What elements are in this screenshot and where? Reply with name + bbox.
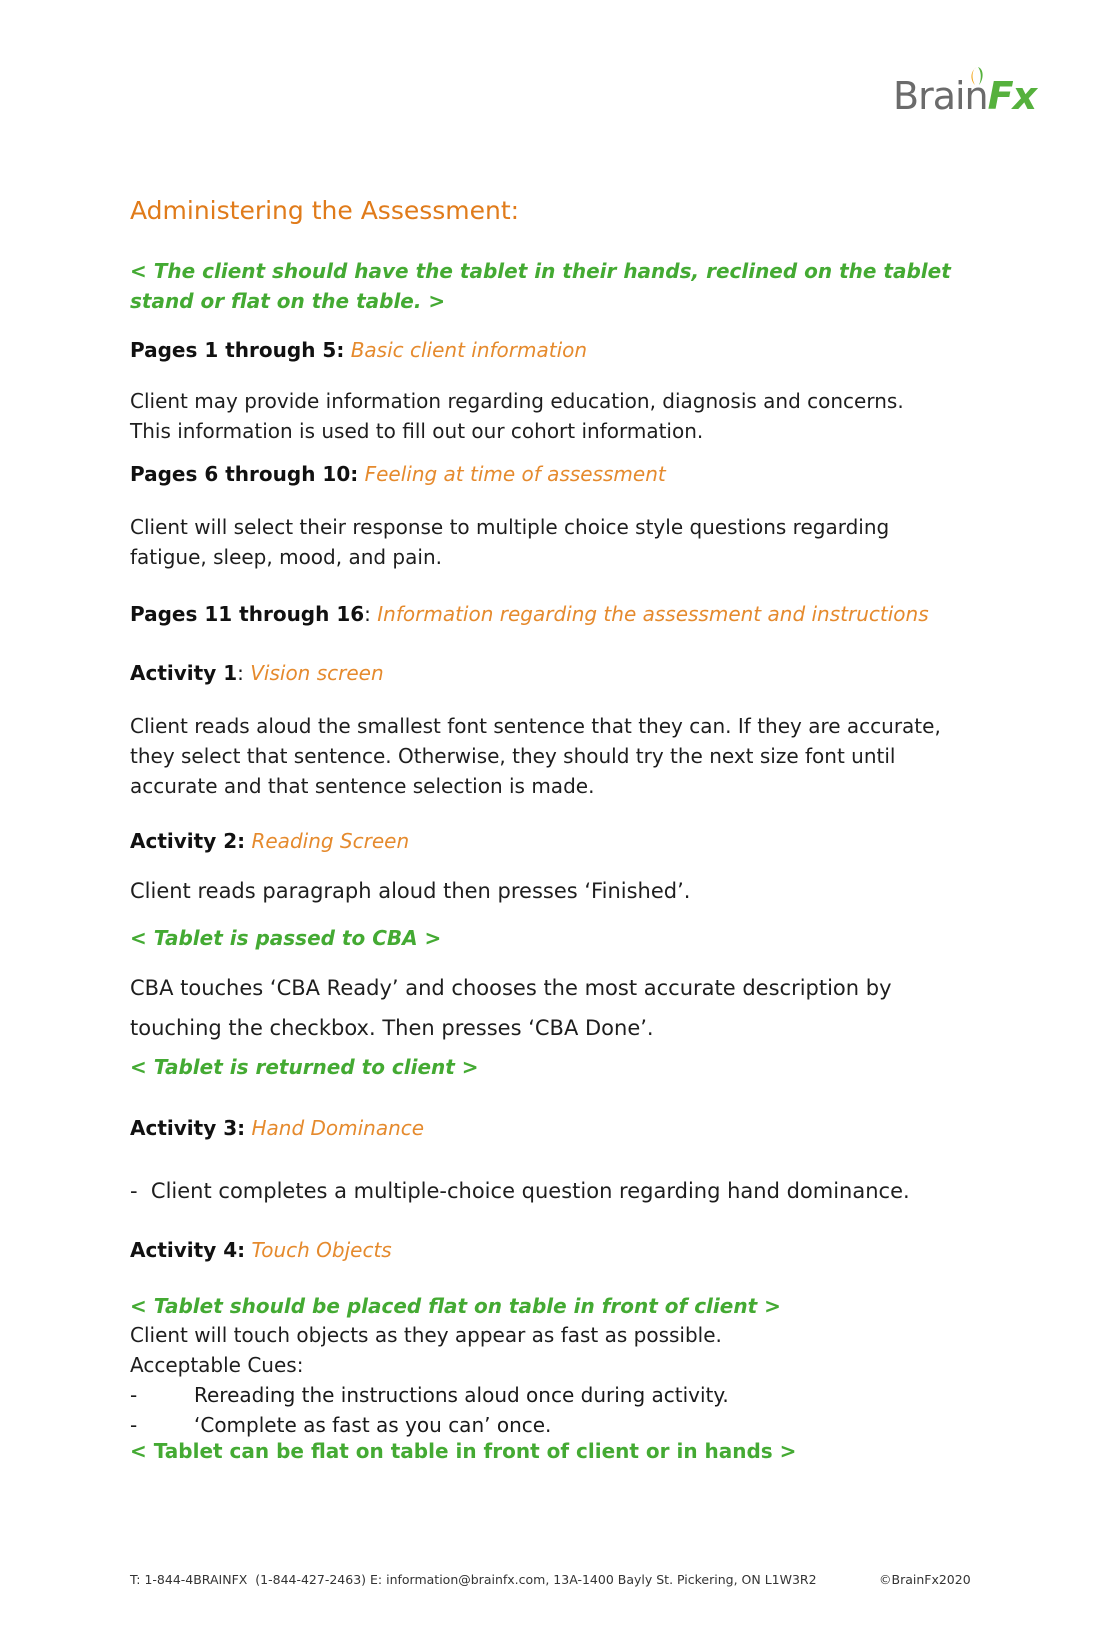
logo-wordmark (893, 74, 1036, 118)
section-sep: : (364, 602, 371, 626)
section-label: Activity 3: (130, 1116, 246, 1140)
section-label: Pages 11 through 16 (130, 602, 365, 626)
section-pages-1-5-heading (130, 338, 587, 362)
activity-2-heading (130, 829, 409, 853)
activity-2-note-passed: < Tablet is passed to CBA > (130, 926, 442, 950)
section-label: Activity 1 (130, 661, 238, 685)
cue-dash: - (130, 1413, 138, 1437)
section-pages-6-10-heading (130, 462, 666, 486)
activity-4-note-flat: < Tablet should be placed flat on table in front of client > (130, 1294, 781, 1318)
acceptable-cues-label: Acceptable Cues: (130, 1353, 304, 1377)
cue-dash: - (130, 1383, 138, 1407)
section-desc: Reading Screen (251, 829, 410, 853)
activity-4-heading (130, 1238, 392, 1262)
activity-4-body: Client will touch objects as they appear as fast as possible. (130, 1323, 722, 1347)
cue-text: ‘Complete as fast as you can’ once. (194, 1413, 552, 1437)
section-desc: Basic client information (350, 338, 588, 362)
section-desc: Hand Dominance (251, 1116, 425, 1140)
activity-3-heading (130, 1116, 424, 1140)
page-title: Administering the Assessment: (130, 196, 520, 225)
section-desc: Touch Objects (251, 1238, 392, 1262)
cue-item (130, 1380, 729, 1410)
intro-note: < The client should have the tablet in their hands, reclined on the tablet stand or flat on the table. > (130, 259, 951, 313)
footer-contact: T: 1-844-4BRAINFX (1-844-427-2463) E: information@brainfx.com, 13A-1400 Bayly St. Pickering, ON L1W3R2 (130, 1572, 817, 1587)
cue-text: Rereading the instructions aloud once during activity. (194, 1383, 729, 1407)
section-label: Activity 2: (130, 829, 246, 853)
activity-1-heading (130, 661, 384, 685)
cue-item (130, 1410, 551, 1440)
activity-4-note-hands: < Tablet can be flat on table in front of client or in hands > (130, 1439, 797, 1463)
section-label: Pages 1 through 5: (130, 338, 345, 362)
section-pages-1-5-body: Client may provide information regarding education, diagnosis and concerns. This information is used to fill out our cohort information. (130, 389, 904, 443)
activity-1-body: Client reads aloud the smallest font sentence that they can. If they are accurate, they select that sentence. Otherwise, they should try the next size font until accurate and that sentence selection is made. (130, 714, 941, 798)
section-desc: Feeling at time of assessment (364, 462, 666, 486)
activity-2-note-returned: < Tablet is returned to client > (130, 1055, 479, 1079)
activity-2-body-cba: CBA touches ‘CBA Ready’ and chooses the most accurate description by touching the checkbox. Then presses ‘CBA Done’. (130, 976, 892, 1040)
logo-brain-text: Brain (893, 74, 988, 118)
activity-2-body: Client reads paragraph aloud then presses ‘Finished’. (130, 879, 691, 903)
brainfx-logo (893, 62, 1063, 130)
section-desc: Information regarding the assessment and instructions (377, 602, 929, 626)
section-desc: Vision screen (250, 661, 384, 685)
section-label: Activity 4: (130, 1238, 246, 1262)
logo-fx-text: Fx (987, 74, 1037, 118)
section-sep: : (237, 661, 244, 685)
section-pages-6-10-body: Client will select their response to multiple choice style questions regarding fatigue, sleep, mood, and pain. (130, 515, 890, 569)
section-label: Pages 6 through 10: (130, 462, 359, 486)
section-pages-11-16-heading (130, 602, 929, 626)
activity-3-bullet: - Client completes a multiple-choice question regarding hand dominance. (130, 1179, 910, 1203)
footer-copyright: ©BrainFx2020 (879, 1572, 971, 1587)
